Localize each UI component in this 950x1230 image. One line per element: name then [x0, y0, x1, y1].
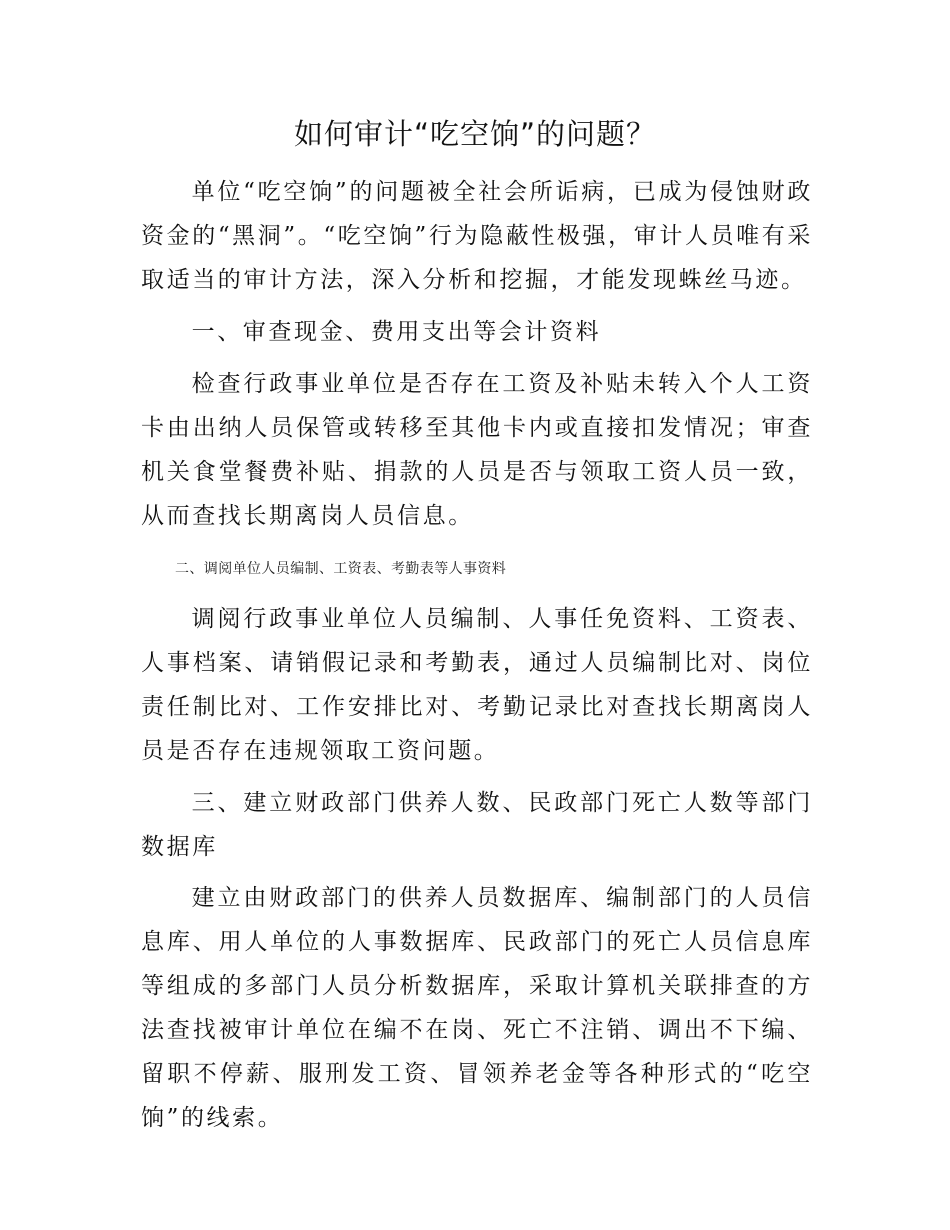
intro-paragraph: 单位“吃空饷”的问题被全社会所诟病，已成为侵蚀财政资金的“黑洞”。“吃空饷”行为隐蔽性极强，审计人员唯有采取适当的审计方法，深入分析和挖掘，才能发现蛛丝马迹。 — [141, 179, 813, 293]
section-paragraph-3: 建立由财政部门的供养人员数据库、编制部门的人员信息库、用人单位的人事数据库、民政部门的死亡人员信息库等组成的多部门人员分析数据库，采取计算机关联排查的方法查找被审计单位在编不在岗、死亡不注销、调出不下编、留职不停薪、服刑发工资、冒领养老金等各种形式的“吃空饷”的线索。 — [141, 885, 813, 1131]
section-heading-3: 三、建立财政部门供养人数、民政部门死亡人数等部门数据库 — [141, 790, 813, 860]
section-paragraph-1: 检查行政事业单位是否存在工资及补贴未转入个人工资卡由出纳人员保管或转移至其他卡内或直接扣发情况；审查机关食堂餐费补贴、捐款的人员是否与领取工资人员一致，从而查找长期离岗人员信息。 — [141, 371, 813, 529]
section-paragraph-2: 调阅行政事业单位人员编制、人事任免资料、工资表、人事档案、请销假记录和考勤表，通过人员编制比对、岗位责任制比对、工作安排比对、考勤记录比对查找长期离岗人员是否存在违规领取工资问题。 — [141, 606, 813, 764]
page-title: 如何审计“吃空饷”的问题？ — [293, 117, 657, 151]
section-heading-1: 一、审查现金、费用支出等会计资料 — [191, 319, 602, 345]
section-heading-2: 二、调阅单位人员编制、工资表、考勤表等人事资料 — [175, 561, 507, 577]
